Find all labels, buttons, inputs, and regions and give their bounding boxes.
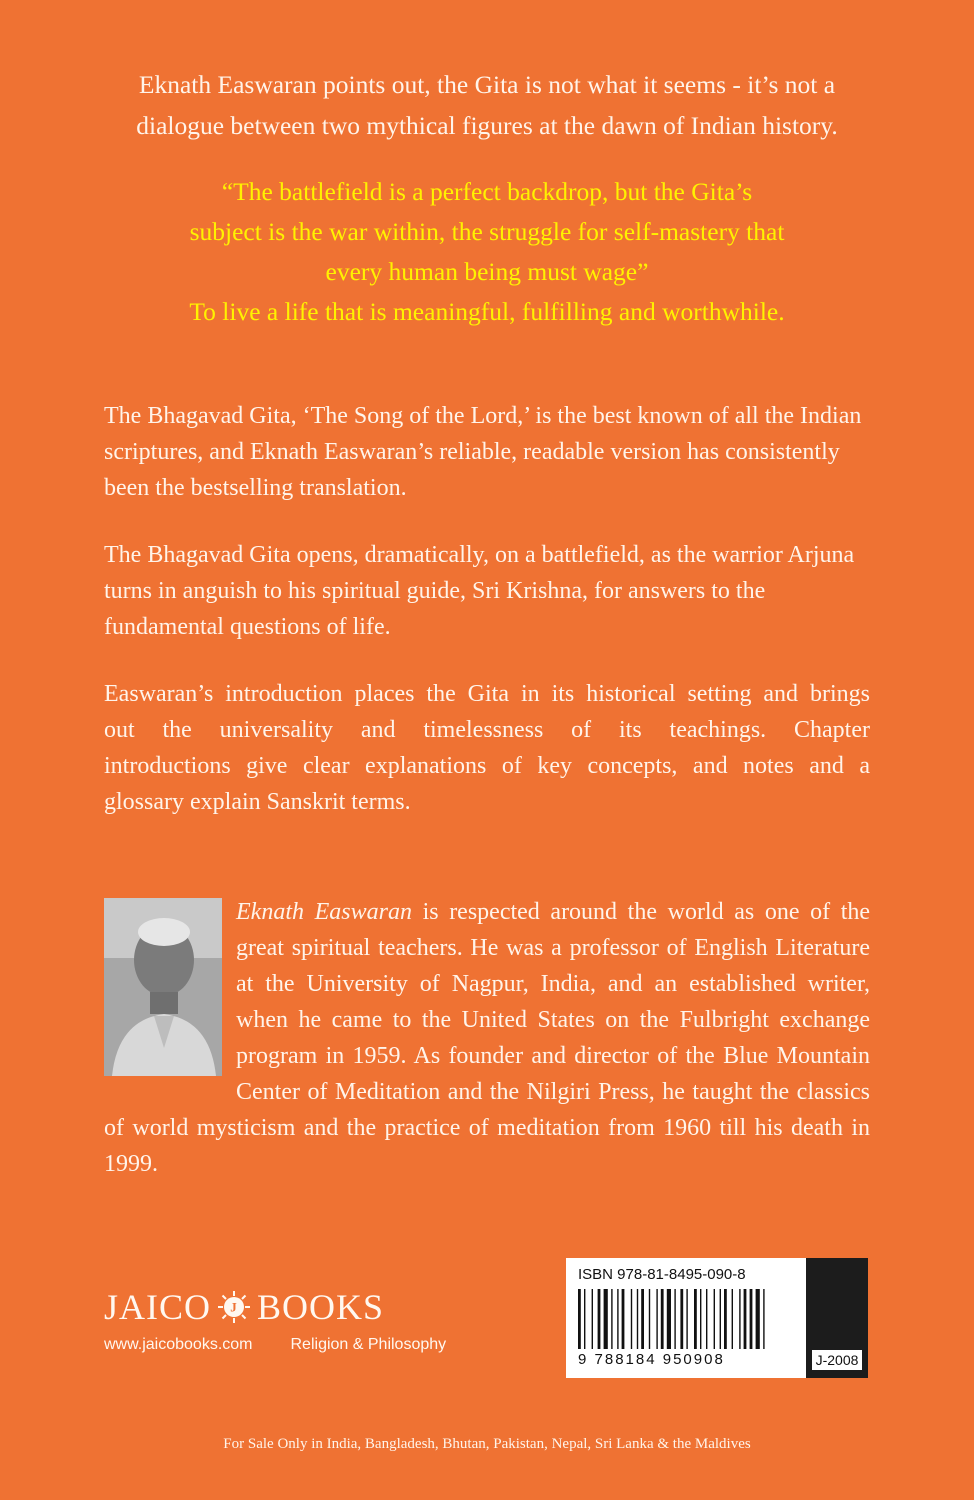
quote-line: “The battlefield is a perfect backdrop, but the Gita’s <box>221 177 753 206</box>
isbn-number: ISBN 978-81-8495-090-8 <box>578 1266 746 1283</box>
publisher-name-left: JAICO <box>104 1287 212 1327</box>
author-name: Eknath Easwaran <box>236 899 412 925</box>
description-paragraph-3 <box>104 676 870 820</box>
publisher-logo <box>104 1286 446 1328</box>
publisher-name-right: BOOKS <box>257 1287 385 1327</box>
paragraph-line: introductions give clear explanations of key concepts, and notes and a <box>104 753 870 779</box>
paragraph-line: out the universality and timelessness of its teachings. Chapter <box>104 717 870 743</box>
quote-line: To live a life that is meaningful, fulfilling and worthwhile. <box>189 297 785 326</box>
barcode-digits: 9 788184 950908 <box>578 1351 725 1368</box>
logo-letter: J <box>230 1299 238 1315</box>
jaico-emblem-icon <box>217 1290 251 1324</box>
quote-line: subject is the war within, the struggle for self-mastery that <box>189 217 785 246</box>
paragraph-line: Easwaran’s introduction places the Gita in its historical setting and brings <box>104 681 870 707</box>
sale-restriction-note: For Sale Only in India, Bangladesh, Bhutan, Pakistan, Nepal, Sri Lanka & the Maldives <box>223 1436 751 1452</box>
book-category: Religion & Philosophy <box>290 1336 447 1353</box>
barcode-price-area <box>806 1258 868 1378</box>
publisher-block <box>104 1286 446 1354</box>
description-paragraph-1: The Bhagavad Gita, ‘The Song of the Lord,’ is the best known of all the Indian scriptures, and Eknath Easwaran’s reliable, readable version has consistently been the bestselling translation. <box>104 403 862 501</box>
barcode-panel <box>566 1258 868 1378</box>
author-photo <box>104 898 222 1076</box>
barcode-bars <box>578 1289 800 1349</box>
intro-line: Eknath Easwaran points out, the Gita is not what it seems - it’s not a <box>138 70 836 99</box>
publisher-website[interactable]: www.jaicobooks.com <box>104 1336 253 1353</box>
product-code: J-2008 <box>812 1350 862 1370</box>
author-bio <box>104 894 870 1182</box>
intro-line: dialogue between two mythical figures at the dawn of Indian history. <box>136 111 838 140</box>
bio-body: is respected around the world as one of the great spiritual teachers. He was a professor of English Literature at the University of Nagpur, India, and an established writer, when he came to the United States on the Fulbright exchange program in 1959. As founder and director of the Blue Mountain Center of Meditation and the Nilgiri Press, he taught the classics of world mysticism and the practice of meditation from 1960 till his death in 1999. <box>104 899 871 1177</box>
intro-text <box>80 64 894 146</box>
paragraph-line: glossary explain Sanskrit terms. <box>104 789 411 815</box>
quote-line: every human being must wage” <box>325 257 649 286</box>
pull-quote <box>80 172 894 332</box>
description-paragraph-2: The Bhagavad Gita opens, dramatically, on a battlefield, as the warrior Arjuna turns in anguish to his spiritual guide, Sri Krishna, for answers to the fundamental questions of life. <box>104 542 855 640</box>
